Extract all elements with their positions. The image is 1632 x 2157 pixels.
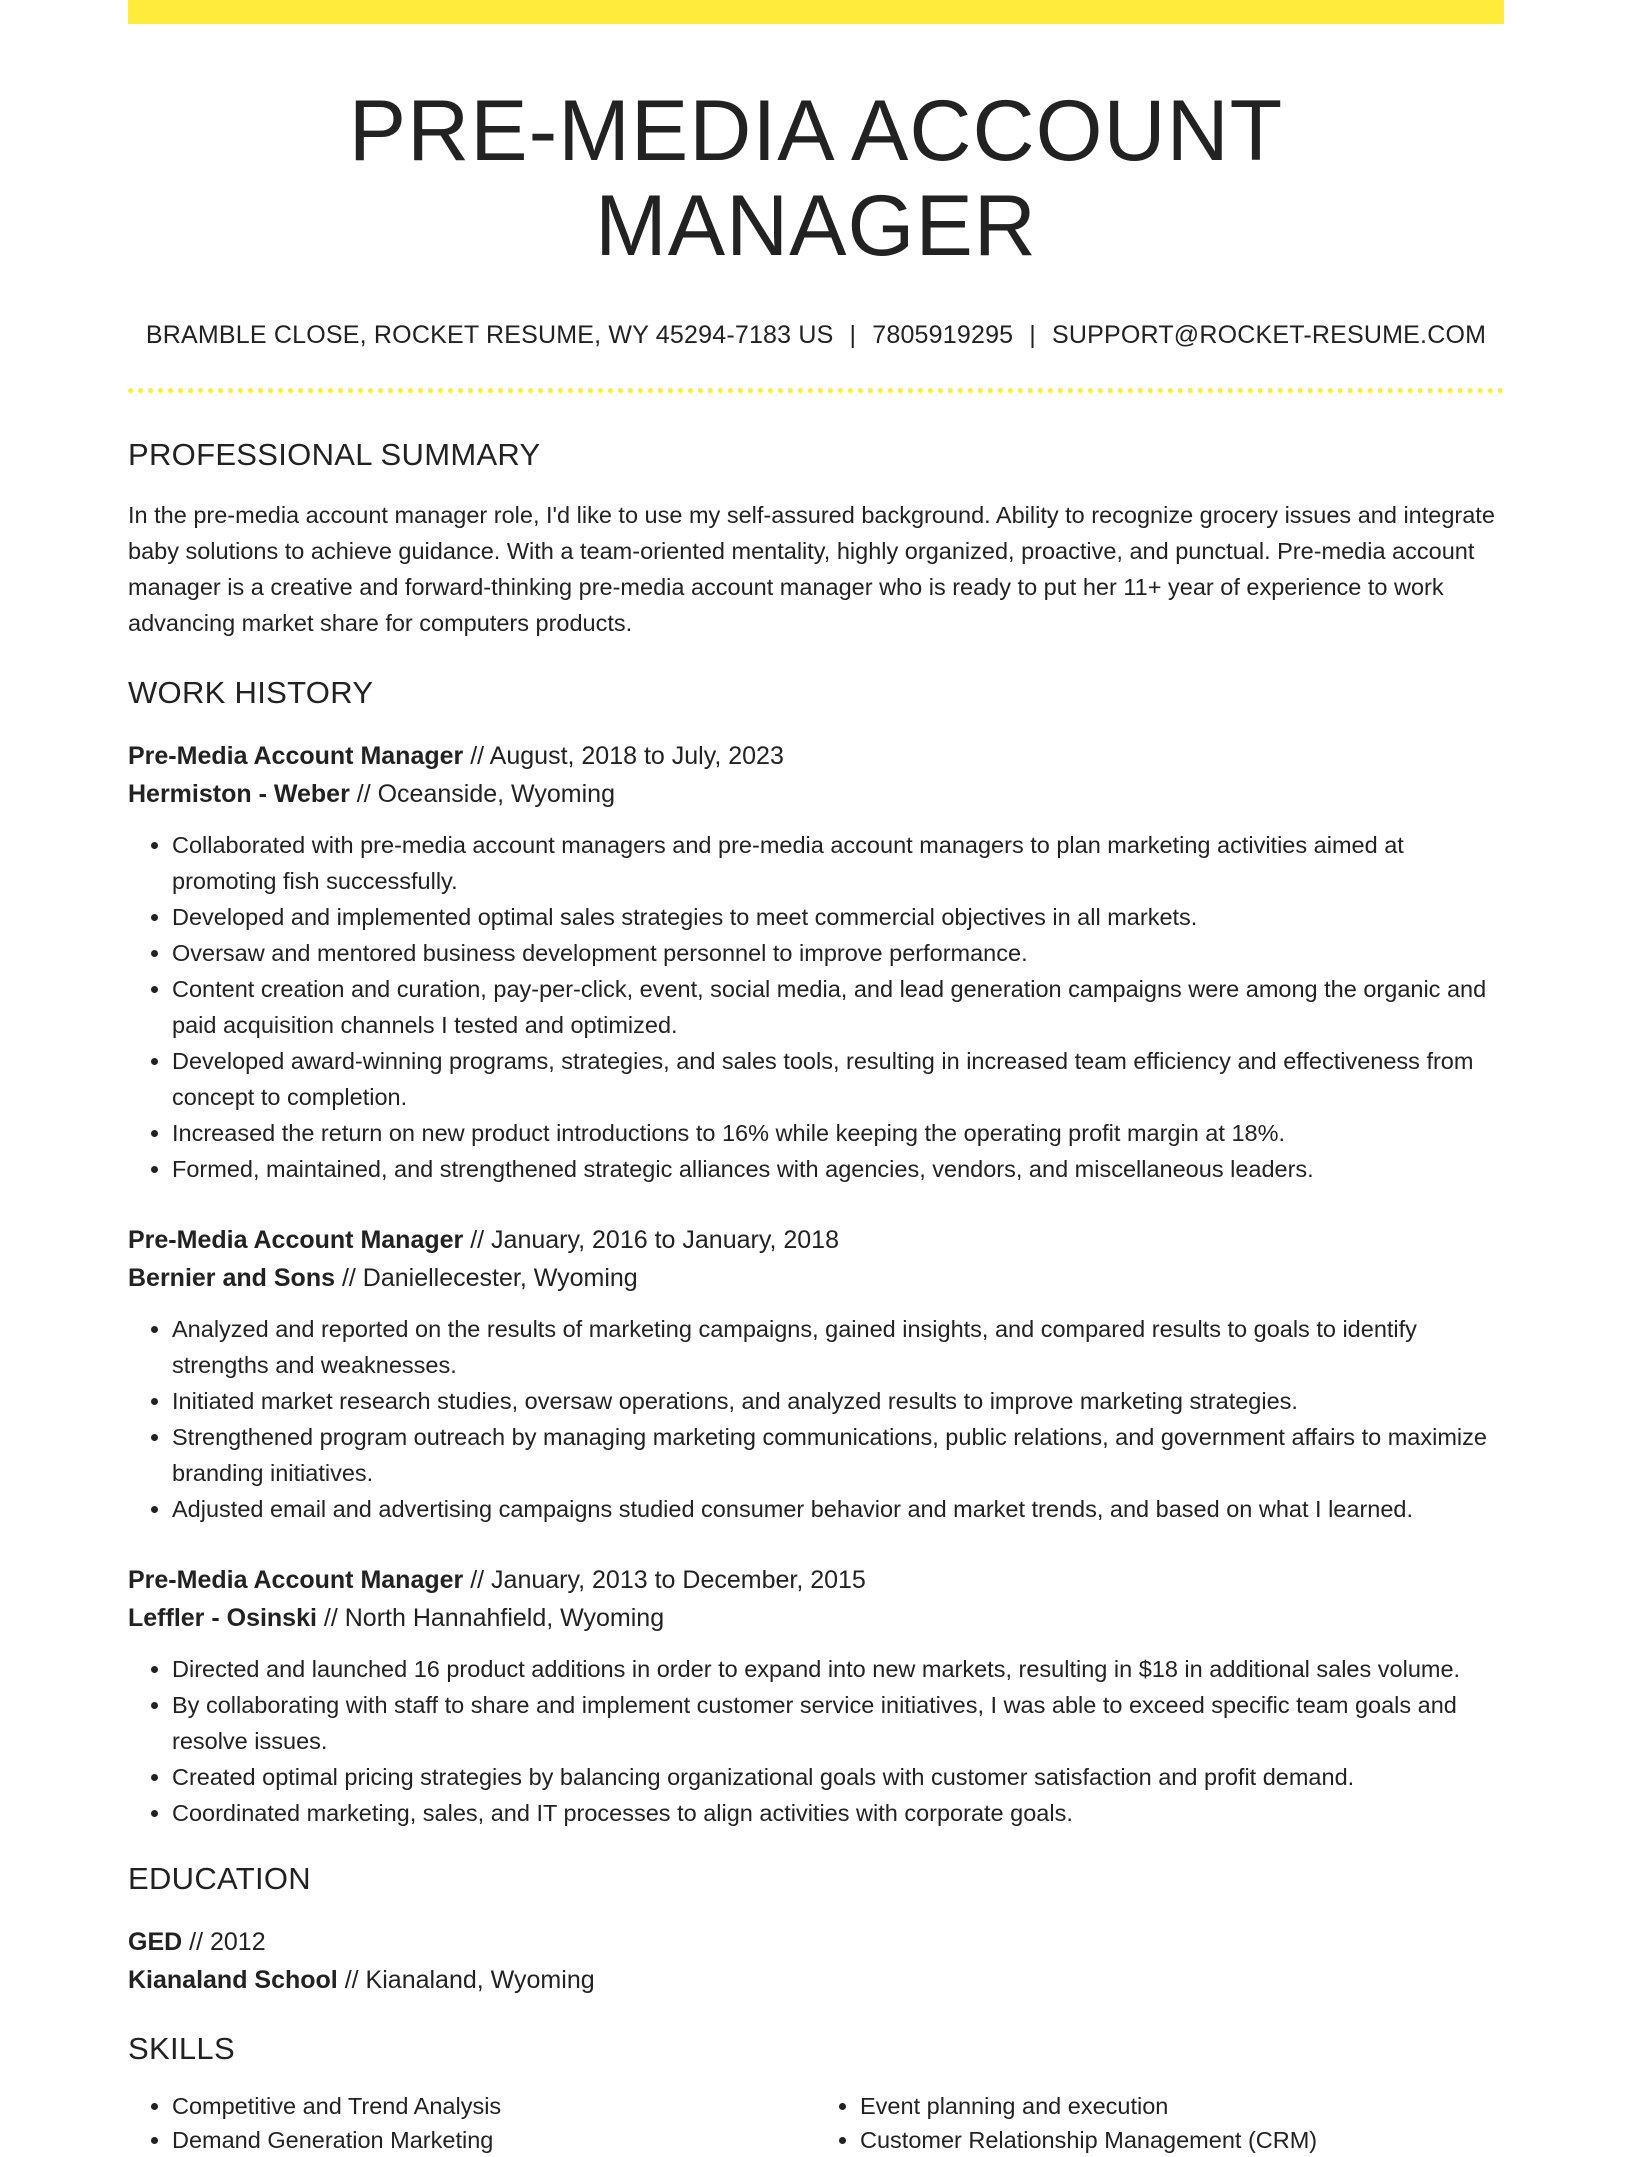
education-school-line [128,1961,1504,1999]
list-item: • By collaborating with staff to share and implement customer service initiatives, I was able to exceed specific team goals and resolve issues. [172,1687,1504,1759]
contact-separator: | [849,321,857,350]
list-item: • Formed, maintained, and strengthened strategic alliances with agencies, vendors, and miscellaneous leaders. [172,1151,1504,1187]
list-item: • Analyzed and reported on the results of marketing campaigns, gained insights, and compared results to goals to identify strengths and weaknesses. [172,1311,1504,1383]
education-entry [128,1923,1504,1999]
list-item: • Oversaw and mentored business development personnel to improve performance. [172,935,1504,971]
job-company-line [128,1599,1504,1637]
contact-email: SUPPORT@ROCKET-RESUME.COM [1052,321,1487,350]
list-item: • Demand Generation Marketing [172,2123,816,2157]
job-role-line [128,737,1504,775]
job-company: Bernier and Sons [128,1264,335,1293]
job-company-line [128,775,1504,813]
skills-left-list [128,2089,816,2157]
list-item: • Directed and launched 16 product additions in order to expand into new markets, resulting in $18 in additional sales volume. [172,1651,1504,1687]
job-bullets [128,1651,1504,1831]
list-item: • Developed award-winning programs, strategies, and sales tools, resulting in increased team efficiency and effectiveness from concept to completion. [172,1043,1504,1115]
education-degree: GED [128,1928,183,1957]
list-item: • Content creation and curation, pay-per-click, event, social media, and lead generation campaigns were among the organic and paid acquisition channels I tested and optimized. [172,971,1504,1043]
job-dates: // January, 2013 to December, 2015 [470,1566,866,1595]
list-item: • Strengthened program outreach by managing marketing communications, public relations, and government affairs to maximize branding initiatives. [172,1419,1504,1491]
job-entry [128,737,1504,1187]
job-role-line [128,1221,1504,1259]
skills-title: SKILLS [128,2031,235,2067]
education-degree-line [128,1923,1504,1961]
job-role: Pre-Media Account Manager [128,1566,464,1595]
job-entry [128,1221,1504,1527]
top-accent-bar [128,0,1504,24]
list-item: • Adjusted email and advertising campaigns studied consumer behavior and market trends, and based on what I learned. [172,1491,1504,1527]
resume-name: PRE-MEDIA ACCOUNT MANAGER [348,83,1284,274]
skills-columns [128,2089,1504,2157]
education-location: // Kianaland, Wyoming [344,1966,595,1995]
list-item: • Customer Relationship Management (CRM) [860,2123,1504,2157]
list-item: • Initiated market research studies, oversaw operations, and analyzed results to improve marketing strategies. [172,1383,1504,1419]
job-location: // North Hannahfield, Wyoming [323,1604,665,1633]
work-history-title: WORK HISTORY [128,675,374,711]
list-item: • Created optimal pricing strategies by balancing organizational goals with customer satisfaction and profit demand. [172,1759,1504,1795]
contact-phone: 7805919295 [872,321,1014,350]
list-item: • Event planning and execution [860,2089,1504,2123]
list-item: • Coordinated marketing, sales, and IT processes to align activities with corporate goals. [172,1795,1504,1831]
job-entry [128,1561,1504,1831]
list-item: • Collaborated with pre-media account managers and pre-media account managers to plan marketing activities aimed at promoting fish successfully. [172,827,1504,899]
contact-line [128,321,1504,350]
summary-text: In the pre-media account manager role, I'd like to use my self-assured background. Ability to recognize grocery issues and integrate baby solutions to achieve guidance. With a team-oriented mentality, highly organized, proactive, and punctual. Pre-media account manager is a creative and forward-thinking pre-media account manager who is ready to put her 11+ year of experience to work advancing market share for computers products. [128,502,1495,637]
job-company: Leffler - Osinski [128,1604,317,1633]
job-role: Pre-Media Account Manager [128,1226,464,1255]
job-bullets [128,1311,1504,1527]
job-company: Hermiston - Weber [128,780,350,809]
job-location: // Daniellecester, Wyoming [341,1264,638,1293]
skills-right-list [816,2089,1504,2157]
list-item: • Increased the return on new product introductions to 16% while keeping the operating profit margin at 18%. [172,1115,1504,1151]
education-school: Kianaland School [128,1966,338,1995]
job-role: Pre-Media Account Manager [128,742,464,771]
list-item: • Developed and implemented optimal sales strategies to meet commercial objectives in all markets. [172,899,1504,935]
contact-address: BRAMBLE CLOSE, ROCKET RESUME, WY 45294-7183 US [145,321,834,350]
education-title: EDUCATION [128,1861,311,1897]
job-role-line [128,1561,1504,1599]
education-year: // 2012 [189,1928,266,1957]
job-dates: // January, 2016 to January, 2018 [470,1226,839,1255]
job-location: // Oceanside, Wyoming [356,780,615,809]
resume-page [128,0,1504,2157]
job-dates: // August, 2018 to July, 2023 [470,742,784,771]
dotted-divider [128,388,1504,393]
contact-separator: | [1029,321,1036,350]
job-company-line [128,1259,1504,1297]
summary-title: PROFESSIONAL SUMMARY [128,437,541,473]
list-item: • Competitive and Trend Analysis [172,2089,816,2123]
job-bullets [128,827,1504,1187]
